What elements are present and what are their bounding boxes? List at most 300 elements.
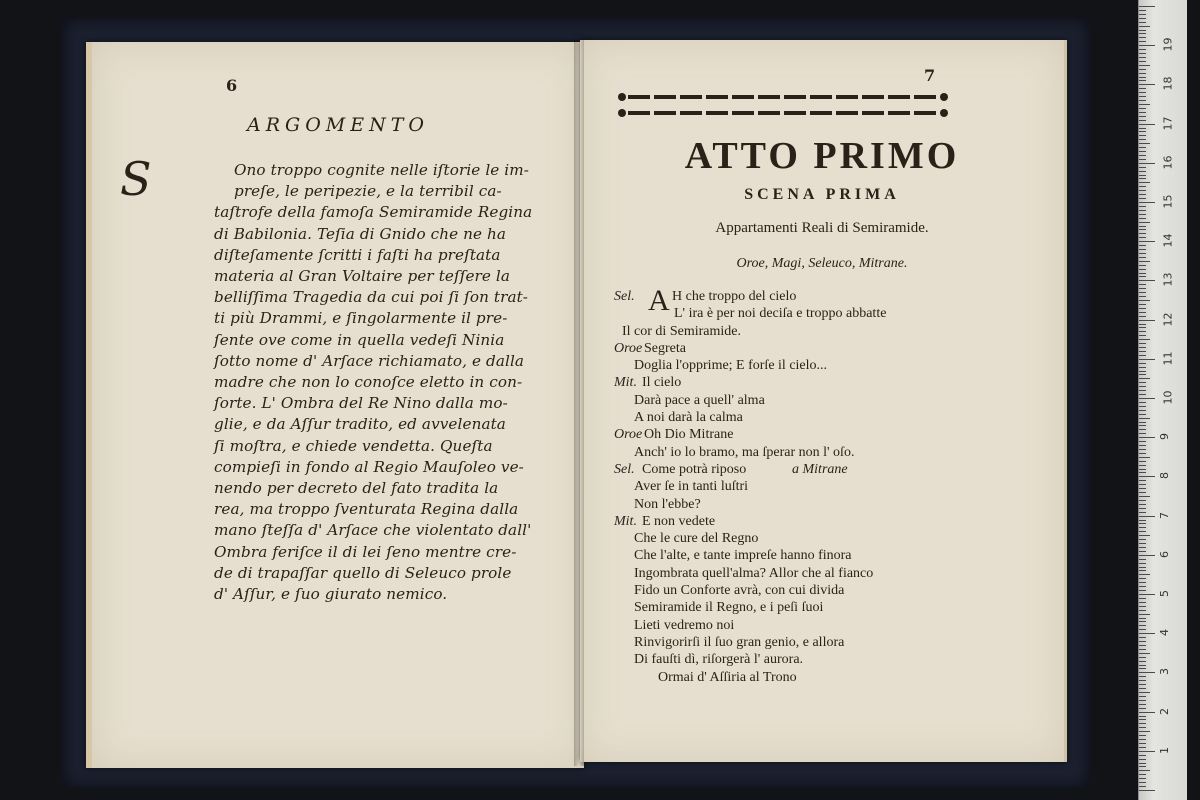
dialogue-line [614, 497, 1034, 514]
ruler-tick [1139, 327, 1146, 328]
ruler-tick [1139, 668, 1146, 669]
ruler-tick [1139, 237, 1146, 238]
scene-setting: Appartamenti Reali di Semiramide. [715, 220, 929, 236]
ruler-tick [1139, 402, 1146, 403]
page-number-left: 6 [226, 76, 238, 95]
ruler-tick [1139, 739, 1146, 740]
argument-line: compieſi in fondo al Regio Mauſoleo ve- [214, 457, 524, 476]
ruler-tick [1139, 276, 1146, 277]
dialogue-text: A noi darà la calma [634, 410, 743, 426]
ruler-tick [1139, 563, 1146, 564]
ruler-tick [1139, 190, 1146, 191]
ruler-tick [1139, 516, 1155, 517]
ruler-tick [1139, 445, 1146, 446]
ruler-tick [1139, 359, 1155, 360]
ruler-tick [1139, 422, 1146, 423]
ruler-tick [1139, 33, 1146, 34]
ruler-tick [1139, 96, 1146, 97]
ruler-tick [1139, 45, 1155, 46]
ruler-tick [1139, 582, 1146, 583]
ruler-tick [1139, 18, 1146, 19]
ruler-tick [1139, 202, 1155, 203]
dialogue-text: Non l'ebbe? [634, 496, 701, 512]
dialogue-line [614, 479, 1034, 496]
ruler-tick [1139, 621, 1146, 622]
dialogue-text: Il cor di Semiramide. [622, 323, 741, 339]
ruler-tick [1139, 194, 1146, 195]
ruler-tick [1139, 390, 1146, 391]
ruler-tick [1139, 782, 1146, 783]
ruler-tick [1139, 472, 1146, 473]
ruler-tick [1139, 186, 1146, 187]
ruler-tick [1139, 233, 1146, 234]
ruler-tick [1139, 269, 1146, 270]
dialogue-text: Rinvigorirſi il ſuo gran genio, e allora [634, 634, 845, 650]
argument-line: mano ſteſſa d' Arſace che violentato dall' [214, 521, 532, 540]
ruler-tick [1139, 755, 1146, 756]
dialogue-line [614, 358, 1034, 375]
ruler-tick [1139, 512, 1146, 513]
argument-heading: ARGOMENTO [247, 114, 429, 136]
drop-cap: S [120, 152, 152, 206]
ruler-tick [1139, 163, 1155, 164]
argument-line: ſi moſtra, e chiede vendetta. Queſta [214, 436, 493, 455]
ruler-tick [1139, 759, 1146, 760]
ruler-tick [1139, 210, 1146, 211]
ruler-tick [1139, 347, 1146, 348]
ruler-tick [1139, 547, 1146, 548]
page-number-right: 7 [924, 66, 936, 85]
ruler-tick [1139, 488, 1146, 489]
argument-line: preſe, le peripezie, e la terribil ca- [234, 182, 502, 201]
ruler-tick [1139, 441, 1146, 442]
argument-line: madre che non lo conoſce eletto in con- [214, 373, 523, 392]
measuring-ruler [1138, 0, 1187, 800]
ruler-tick [1139, 363, 1146, 364]
ruler-number: 17 [1161, 116, 1175, 131]
ruler-tick [1139, 708, 1146, 709]
dialogue-text: E non vedete [642, 513, 716, 529]
ruler-tick [1139, 382, 1146, 383]
ruler-tick [1139, 151, 1146, 152]
ruler-number: 5 [1158, 590, 1171, 597]
ruler-tick [1139, 355, 1146, 356]
dialogue-line [614, 306, 1034, 323]
ruler-number: 16 [1161, 155, 1175, 170]
ruler-tick [1139, 104, 1150, 105]
ruler-tick [1139, 731, 1150, 732]
ruler-tick [1139, 523, 1146, 524]
ruler-tick [1139, 570, 1146, 571]
ruler-tick [1139, 182, 1150, 183]
dialogue-text: Ormai d' Aſſiria al Trono [658, 669, 797, 685]
dialogue-text: Il cielo [642, 375, 682, 391]
ruler-tick [1139, 578, 1146, 579]
ruler-tick [1139, 386, 1146, 387]
ruler-tick [1139, 241, 1155, 242]
ruler-number: 13 [1161, 272, 1175, 287]
argument-line: taſtrofe della famoſa Semiramide Regina [214, 203, 533, 222]
ruler-tick [1139, 453, 1146, 454]
ruler-tick [1139, 704, 1146, 705]
ruler-tick [1139, 457, 1150, 458]
ruler-tick [1139, 178, 1146, 179]
ruler-tick [1139, 598, 1146, 599]
ruler-tick [1139, 371, 1146, 372]
argument-line: ti più Drammi, e ſingolarmente il pre- [214, 309, 508, 328]
ruler-tick [1139, 218, 1146, 219]
dialogue-line [614, 548, 1034, 565]
dialogue-text: Darà pace a quell' alma [634, 392, 765, 408]
ruler-tick [1139, 433, 1146, 434]
ruler-tick [1139, 343, 1146, 344]
right-page [580, 40, 1067, 762]
ruler-tick [1139, 128, 1146, 129]
ruler-number: 4 [1158, 629, 1171, 637]
speaker-label: Sel. [614, 289, 635, 304]
ruler-tick [1139, 57, 1146, 58]
argument-text [214, 160, 554, 605]
ruler-tick [1139, 261, 1150, 262]
left-page [86, 42, 584, 768]
dialogue-line [614, 341, 1034, 358]
ruler-tick [1139, 743, 1146, 744]
argument-line: materia al Gran Voltaire per teſſere la [214, 267, 511, 286]
ruler-tick [1139, 249, 1146, 250]
ruler-tick [1139, 167, 1146, 168]
ruler-tick [1139, 766, 1146, 767]
dialogue-text: Anch' io lo bramo, ma ſperar non l' oſo. [634, 444, 855, 460]
ruler-tick [1139, 147, 1146, 148]
ruler-tick [1139, 284, 1146, 285]
ruler-tick [1139, 292, 1146, 293]
ruler-tick [1139, 716, 1146, 717]
dialogue-text: H che troppo del cielo [672, 289, 797, 304]
ruler-tick [1139, 551, 1146, 552]
ruler-tick [1139, 41, 1146, 42]
ruler-tick [1139, 410, 1146, 411]
ruler-tick [1139, 774, 1146, 775]
ruler-tick [1139, 296, 1146, 297]
dialogue-text: Che le cure del Regno [634, 531, 759, 547]
drop-initial: A [648, 284, 670, 317]
dialogue-line [614, 410, 1034, 427]
ruler-tick [1139, 535, 1150, 536]
ruler-tick [1139, 747, 1146, 748]
ruler-tick [1139, 159, 1146, 160]
dialogue-line [614, 566, 1034, 583]
argument-line: ſente ove come in quella vedeſi Ninia [214, 330, 505, 349]
dialogue-line [614, 531, 1034, 548]
dialogue-line [614, 393, 1034, 410]
ruler-tick [1139, 590, 1146, 591]
ruler-tick [1139, 665, 1146, 666]
ruler-tick [1139, 543, 1146, 544]
ruler-tick [1139, 751, 1155, 752]
ruler-tick [1139, 508, 1146, 509]
ruler-tick [1139, 10, 1146, 11]
ruler-tick [1139, 124, 1155, 125]
ruler-tick [1139, 394, 1146, 395]
dialogue-text: Oh Dio Mitrane [644, 427, 734, 443]
ruler-tick [1139, 73, 1146, 74]
ruler-tick [1139, 496, 1150, 497]
dialogue-text: Aver ſe in tanti luſtri [634, 479, 749, 495]
speaker-label: Oroe [614, 427, 643, 443]
ruler-tick [1139, 69, 1146, 70]
dialogue-line [614, 583, 1034, 600]
ruler-tick [1139, 770, 1150, 771]
ruler-tick [1139, 602, 1146, 603]
ruler-tick [1139, 120, 1146, 121]
argument-line: ſotto nome d' Arſace richiamato, e dalla [214, 351, 525, 370]
ruler-tick [1139, 312, 1146, 313]
dialogue-line [614, 375, 1034, 392]
ruler-tick [1139, 661, 1146, 662]
ruler-tick [1139, 763, 1146, 764]
ruler-tick [1139, 735, 1146, 736]
ruler-tick [1139, 610, 1146, 611]
ruler-tick [1139, 92, 1146, 93]
act-title: ATTO PRIMO [684, 135, 960, 177]
ruler-tick [1139, 398, 1155, 399]
ruler-tick [1139, 206, 1146, 207]
dialogue-line [614, 445, 1034, 462]
ruler-tick [1139, 657, 1146, 658]
ruler-tick [1139, 645, 1146, 646]
ruler-tick [1139, 265, 1146, 266]
dialogue-text: Segreta [644, 340, 686, 356]
ruler-tick [1139, 324, 1146, 325]
ruler-tick [1139, 143, 1150, 144]
ruler-tick [1139, 696, 1146, 697]
dialogue-text: Semiramide il Regno, e i peſi ſuoi [634, 600, 824, 616]
ruler-tick [1139, 214, 1146, 215]
argument-line: belliſſima Tragedia da cui poi ſi ſon trat- [214, 288, 529, 307]
argument-line: diſteſamente ſcritti i faſti ha preſtata [214, 245, 501, 264]
argument-line: nendo per decreto del fato tradita la [214, 479, 499, 498]
ruler-tick [1139, 692, 1150, 693]
ruler-tick [1139, 100, 1146, 101]
ruler-tick [1139, 688, 1146, 689]
ruler-tick [1139, 574, 1150, 575]
dialogue-line [614, 618, 1034, 635]
ruler-tick [1139, 80, 1146, 81]
ruler-tick [1139, 339, 1150, 340]
ruler-tick [1139, 465, 1146, 466]
ruler-tick [1139, 22, 1146, 23]
dialogue-line [614, 670, 1034, 687]
ornament-rule-top [618, 92, 948, 102]
argument-line: Ombra feriſce il di lei ſeno mentre cre- [214, 542, 517, 561]
dialogue-line [614, 514, 1034, 531]
dialogue [614, 284, 1034, 687]
ruler-tick [1139, 65, 1150, 66]
ruler-tick [1139, 304, 1146, 305]
dialogue-text: Di fauſti dì, riſorgerà l' aurora. [634, 652, 804, 668]
ruler-tick [1139, 49, 1146, 50]
ruler-tick [1139, 222, 1150, 223]
argument-line: di Babilonia. Teſia di Gnido che ne ha [214, 224, 507, 243]
dialogue-text: Ingombrata quell'alma? Allor che al fianco [634, 565, 874, 581]
ruler-tick [1139, 649, 1146, 650]
ruler-tick [1139, 567, 1146, 568]
speaker-label: Mit. [614, 375, 637, 391]
stage-direction: a Mitrane [792, 461, 848, 477]
ruler-tick [1139, 492, 1146, 493]
dialogue-text: Lieti vedremo noi [634, 617, 735, 633]
ruler-tick [1139, 778, 1146, 779]
ruler-tick [1139, 77, 1146, 78]
ruler-tick [1139, 629, 1146, 630]
ruler-tick [1139, 676, 1146, 677]
speaker-label: Sel. [614, 461, 635, 477]
ruler-tick [1139, 500, 1146, 501]
ruler-tick [1139, 374, 1146, 375]
dialogue-text: Come potrà riposo [642, 461, 747, 477]
ruler-tick [1139, 280, 1155, 281]
ruler-number: 2 [1158, 707, 1171, 715]
ruler-number: 1 [1158, 746, 1171, 754]
ruler-tick [1139, 469, 1146, 470]
ruler-tick [1139, 723, 1146, 724]
ruler-tick [1139, 531, 1146, 532]
dialogue-text: Fido un Conforte avrà, con cui divida [634, 583, 845, 599]
ruler-number: 7 [1158, 511, 1171, 519]
ruler-tick [1139, 351, 1146, 352]
dialogue-line [614, 652, 1034, 669]
ruler-tick [1139, 672, 1155, 673]
ruler-tick [1139, 614, 1150, 615]
dialogue-line [614, 635, 1034, 652]
dialogue-text: L' ira è per noi deciſa e troppo abbatte [674, 306, 887, 322]
book-gutter [574, 40, 584, 766]
ruler-tick [1139, 175, 1146, 176]
dialogue-line [614, 600, 1034, 617]
ruler-tick [1139, 198, 1146, 199]
ruler-tick [1139, 108, 1146, 109]
ruler-tick [1139, 155, 1146, 156]
ruler-tick [1139, 253, 1146, 254]
ruler-tick [1139, 331, 1146, 332]
ruler-tick [1139, 449, 1146, 450]
ruler-tick [1139, 719, 1146, 720]
ruler-number: 6 [1158, 550, 1171, 558]
speaker-label: Oroe [614, 340, 643, 356]
ruler-tick [1139, 633, 1155, 634]
ruler-tick [1139, 527, 1146, 528]
ruler-tick [1139, 700, 1146, 701]
ruler-number: 19 [1161, 37, 1175, 52]
argument-line: ſorte. L' Ombra del Re Nino dalla mo- [214, 394, 508, 413]
ruler-number: 9 [1158, 433, 1171, 441]
dialogue-line [614, 427, 1034, 444]
ruler-tick [1139, 367, 1146, 368]
ruler-tick [1139, 637, 1146, 638]
ruler-tick [1139, 594, 1155, 595]
argument-line: de di trapaſſar quello di Seleuco prole [214, 563, 512, 582]
character-list: Oroe, Magi, Seleuco, Mitrane. [736, 256, 908, 271]
ruler-tick [1139, 288, 1146, 289]
ruler-tick [1139, 786, 1146, 787]
speaker-label: Mit. [614, 513, 637, 529]
ruler-tick [1139, 586, 1146, 587]
argument-line: Ono troppo cognite nelle iſtorie le im- [234, 161, 529, 179]
ruler-tick [1139, 53, 1146, 54]
ruler-tick [1139, 26, 1150, 27]
ruler-tick [1139, 406, 1146, 407]
ruler-number: 14 [1161, 233, 1175, 248]
ruler-tick [1139, 727, 1146, 728]
ruler-tick [1139, 653, 1150, 654]
ruler-tick [1139, 504, 1146, 505]
ruler-tick [1139, 316, 1146, 317]
ruler-tick [1139, 425, 1146, 426]
ruler-tick [1139, 139, 1146, 140]
ruler-number: 3 [1158, 668, 1171, 676]
ruler-tick [1139, 37, 1146, 38]
ruler-tick [1139, 378, 1150, 379]
ruler-tick [1139, 30, 1146, 31]
ruler-tick [1139, 559, 1146, 560]
ruler-tick [1139, 790, 1155, 791]
ruler-tick [1139, 171, 1146, 172]
ruler-tick [1139, 61, 1146, 62]
ruler-tick [1139, 84, 1155, 85]
ruler-tick [1139, 14, 1146, 15]
dialogue-line [614, 462, 1034, 479]
ruler-number: 15 [1161, 194, 1175, 209]
ruler-number: 8 [1158, 472, 1171, 480]
dialogue-text: Doglia l'opprime; E forſe il cielo... [634, 358, 828, 374]
ruler-tick [1139, 437, 1155, 438]
ruler-tick [1139, 555, 1155, 556]
ruler-number: 11 [1161, 351, 1175, 366]
ruler-tick [1139, 335, 1146, 336]
ruler-tick [1139, 300, 1150, 301]
ruler-tick [1139, 429, 1146, 430]
ruler-tick [1139, 135, 1146, 136]
argument-line: rea, ma troppo ſventurata Regina dalla [214, 500, 519, 519]
ruler-tick [1139, 476, 1155, 477]
ruler-tick [1139, 484, 1146, 485]
ruler-tick [1139, 116, 1146, 117]
ruler-tick [1139, 229, 1146, 230]
ruler-number: 10 [1161, 390, 1175, 405]
ruler-tick [1139, 226, 1146, 227]
ruler-number: 18 [1161, 76, 1175, 91]
dialogue-text: Che l'alte, e tante impreſe hanno finora [634, 548, 852, 564]
scene-title: SCENA PRIMA [744, 186, 900, 203]
ruler-tick [1139, 308, 1146, 309]
ruler-tick [1139, 606, 1146, 607]
ruler-tick [1139, 520, 1146, 521]
ruler-tick [1139, 112, 1146, 113]
ruler-tick [1139, 539, 1146, 540]
ruler-tick [1139, 320, 1155, 321]
argument-line: glie, e da Aſſur tradito, ed avvelenata [214, 415, 506, 434]
ruler-tick [1139, 273, 1146, 274]
ruler-tick [1139, 6, 1155, 7]
ruler-tick [1139, 625, 1146, 626]
ruler-tick [1139, 680, 1146, 681]
ruler-tick [1139, 257, 1146, 258]
ornament-rule-bottom [618, 108, 948, 118]
argument-line: d' Aſſur, e ſuo giurato nemico. [214, 585, 448, 604]
ruler-number: 12 [1161, 312, 1175, 327]
ruler-tick [1139, 684, 1146, 685]
ruler-tick [1139, 641, 1146, 642]
